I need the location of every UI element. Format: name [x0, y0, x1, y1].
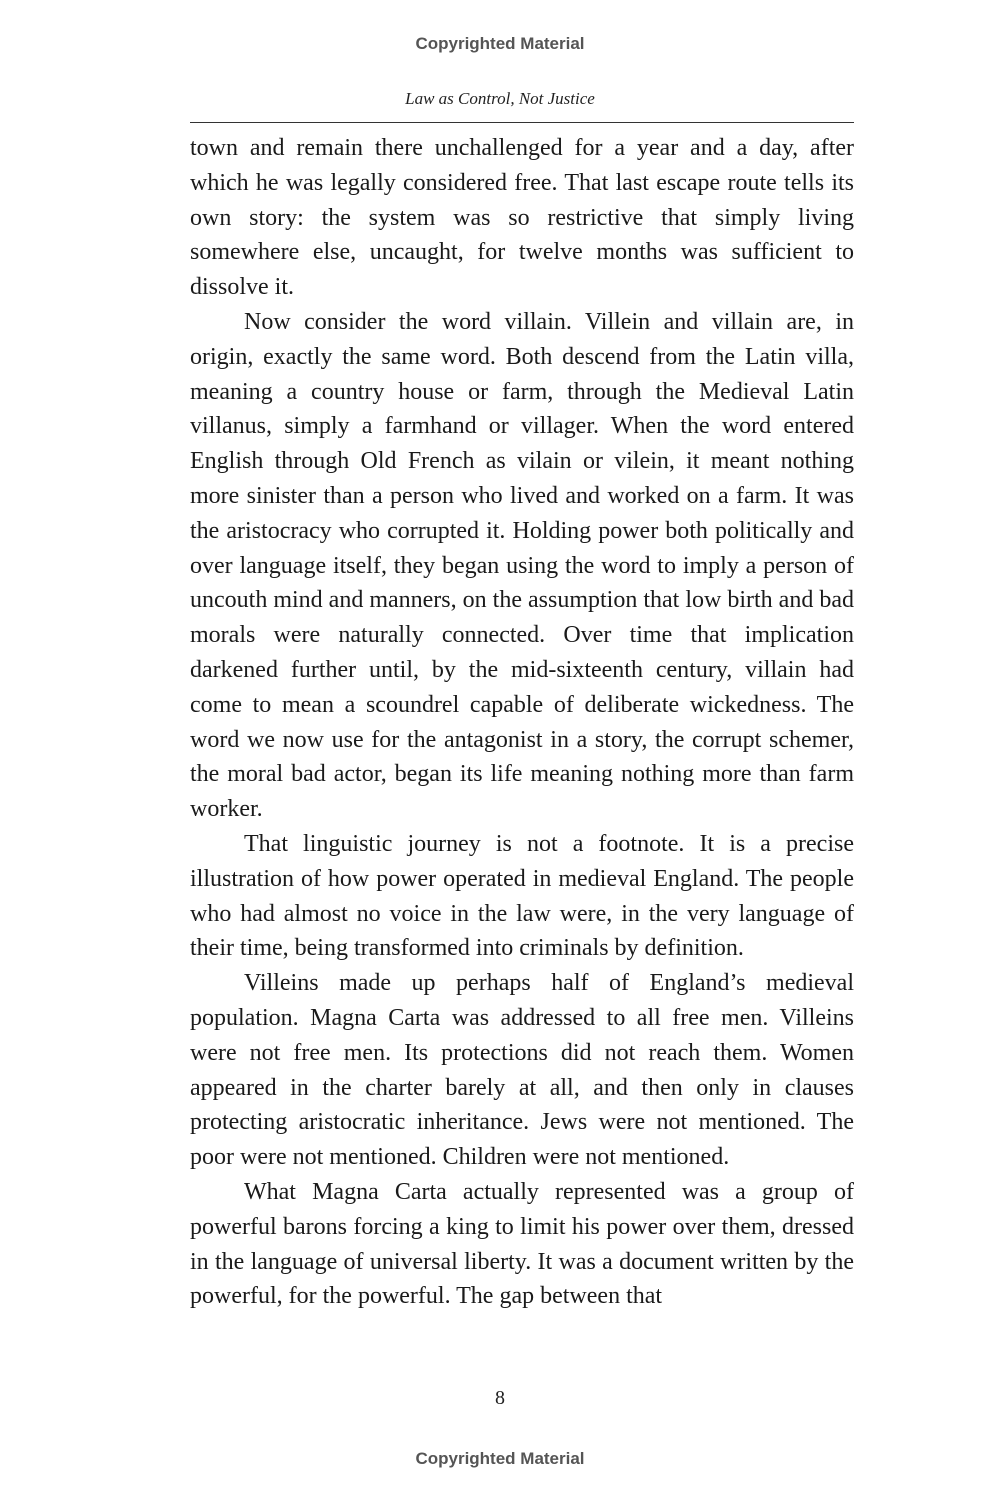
copyright-watermark-bottom: Copyrighted Material	[415, 1449, 585, 1468]
paragraph: Now consider the word villain. Villein and villain are, in origin, exactly the same word. Both descend from the Latin villa, meaning a country house or farm, through the Medieval Latin villanus, simply a farmhand or villager. When the word entered English through Old French as vilain or vilein, it meant nothing more sinister than a person who lived and worked on a farm. It was the aristocracy who corrupted it. Holding power both politically and over language itself, they began using the word to imply a person of uncouth mind and manners, on the assumption that low birth and bad morals were naturally connected. Over time that implication darkened further until, by the mid-sixteenth century, villain had come to mean a scoundrel capable of deliberate wickedness. The word we now use for the antagonist in a story, the corrupt schemer, the moral bad actor, began its life meaning nothing more than farm worker.	[190, 308, 854, 823]
body-text	[190, 131, 854, 1314]
paragraph: What Magna Carta actually represented was a group of powerful barons forcing a king to limit his power over them, dressed in the language of universal liberty. It was a document written by the powerful, for the powerful. The gap between that	[190, 1178, 854, 1310]
paragraph: Villeins made up perhaps half of England’s medieval population. Magna Carta was addressed to all free men. Villeins were not free men. Its protections did not reach them. Women appeared in the charter barely at all, and then only in clauses protecting aristocratic inheritance. Jews were not mentioned. The poor were not mentioned. Children were not mentioned.	[190, 970, 854, 1171]
copyright-watermark-top: Copyrighted Material	[415, 34, 585, 53]
paragraph: town and remain there unchallenged for a year and a day, after which he was legally considered free. That last escape route tells its own story: the system was so restrictive that simply living somewhere else, uncaught, for twelve months was sufficient to dissolve it.	[190, 135, 854, 301]
header-rule	[190, 122, 854, 123]
paragraph: That linguistic journey is not a footnote. It is a precise illustration of how power operated in medieval England. The people who had almost no voice in the law were, in the very language of their time, being transformed into criminals by definition.	[190, 830, 854, 962]
running-head: Law as Control, Not Justice	[405, 89, 595, 108]
page-number: 8	[495, 1387, 505, 1409]
